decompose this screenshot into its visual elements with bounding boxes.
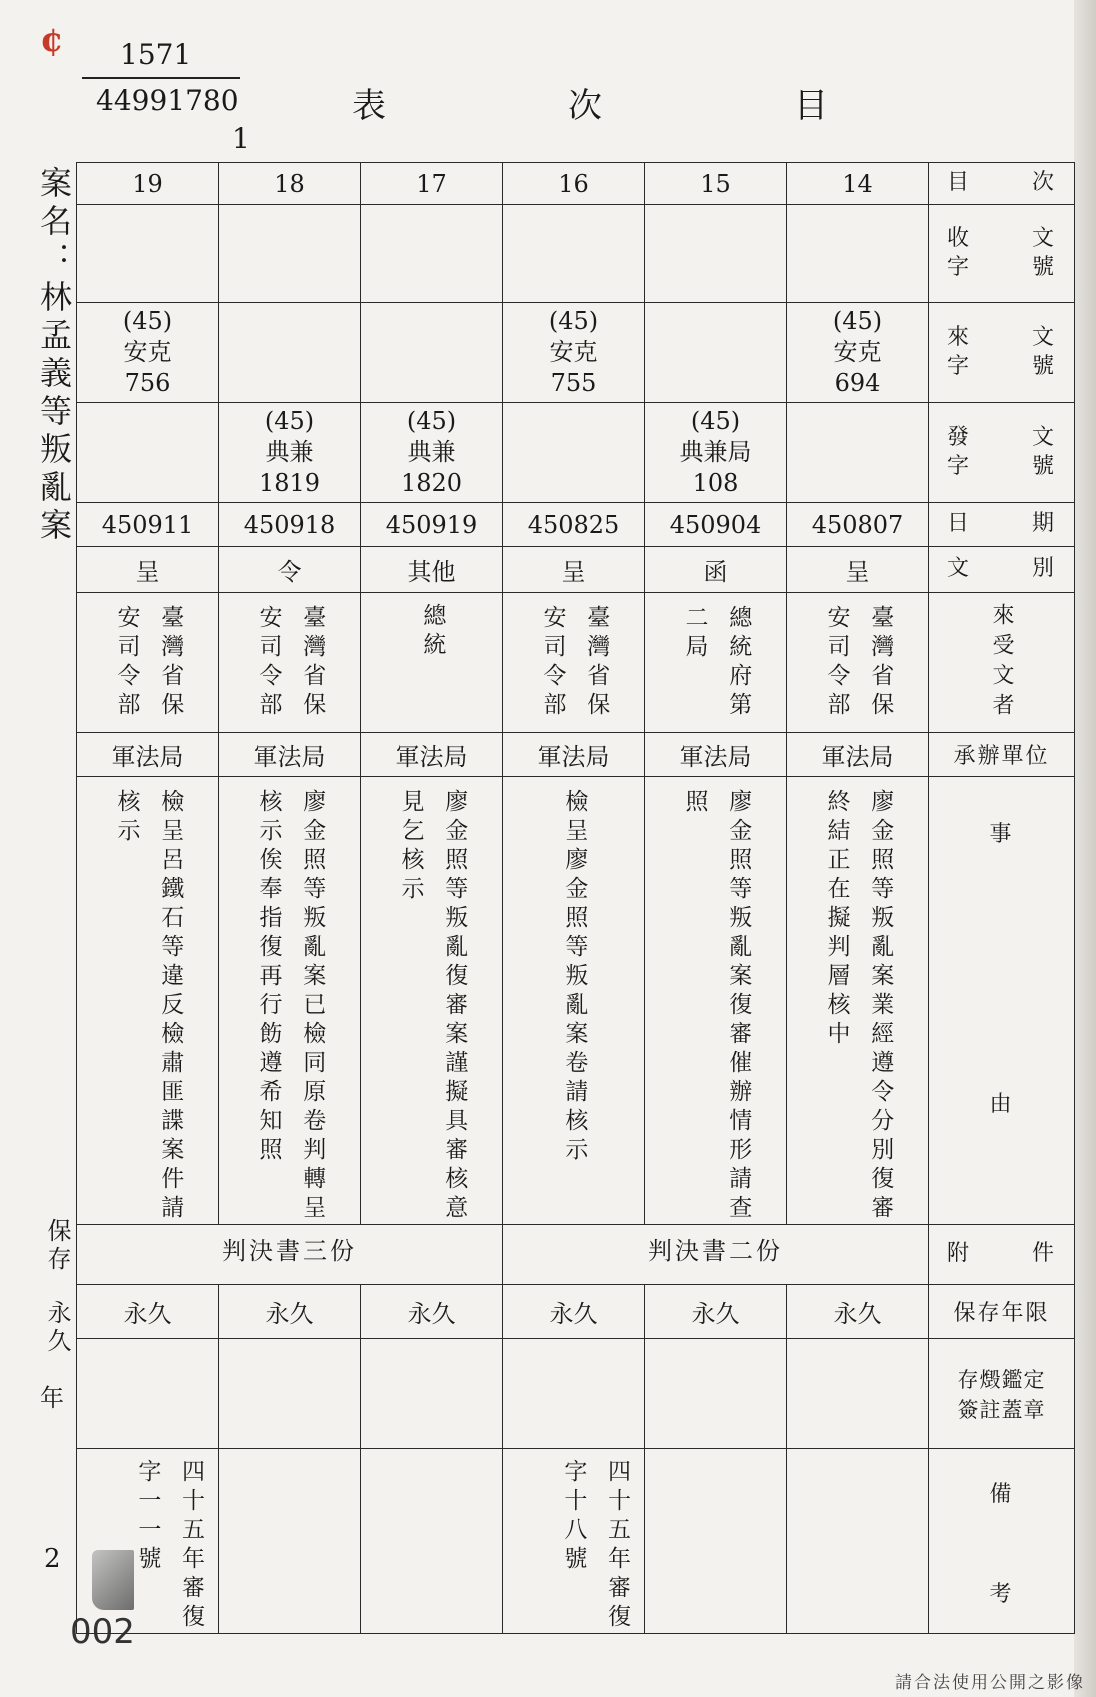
- from-to-17: 總統: [361, 593, 503, 733]
- unit-19: 軍法局: [77, 733, 219, 777]
- remarks-19: 四十五年審復 字一一號: [77, 1449, 219, 1634]
- row-remarks: [77, 1449, 1075, 1634]
- from-to-19: 臺灣省保 安司令部: [77, 593, 219, 733]
- label-doc-type: 文 別: [929, 547, 1075, 593]
- label-recv-no: 收 文 字 號: [929, 205, 1075, 303]
- label-from-no: 來 文 字 號: [929, 303, 1075, 403]
- from-to-15: 總統府第 二局: [645, 593, 787, 733]
- remarks-18: [219, 1449, 361, 1634]
- remarks-15: [645, 1449, 787, 1634]
- row-stamp: [77, 1339, 1075, 1449]
- send-no-19: [77, 403, 219, 503]
- seq-17: 17: [361, 163, 503, 205]
- from-no-17: [361, 303, 503, 403]
- recv-no-14: [787, 205, 929, 303]
- sub-number: 1: [232, 122, 250, 155]
- label-attachment: 附 件: [929, 1225, 1075, 1285]
- recv-no-18: [219, 205, 361, 303]
- doc-type-14: 呈: [787, 547, 929, 593]
- retention-19: 永久: [77, 1285, 219, 1339]
- doc-type-18: 令: [219, 547, 361, 593]
- doc-type-15: 函: [645, 547, 787, 593]
- retention-15: 永久: [645, 1285, 787, 1339]
- row-subject: [77, 777, 1075, 1225]
- subject-17: 廖金照等叛亂復審案謹擬具審核意 見乞核示: [361, 777, 503, 1225]
- doc-type-17: 其他: [361, 547, 503, 593]
- stamp-14: [787, 1339, 929, 1449]
- case-name: 案名：林孟義等叛亂案: [35, 166, 73, 546]
- date-16: 450825: [503, 503, 645, 547]
- send-no-15: (45) 典兼局 108: [645, 403, 787, 503]
- page-number: 2: [44, 1544, 61, 1574]
- recv-no-17: [361, 205, 503, 303]
- unit-18: 軍法局: [219, 733, 361, 777]
- row-unit: [77, 733, 1075, 777]
- remarks-14: [787, 1449, 929, 1634]
- seq-19: 19: [77, 163, 219, 205]
- row-doc-type: [77, 547, 1075, 593]
- archive-numerator: 1571: [120, 38, 192, 71]
- date-17: 450919: [361, 503, 503, 547]
- doc-type-19: 呈: [77, 547, 219, 593]
- from-no-16: (45) 安克 755: [503, 303, 645, 403]
- from-to-16: 臺灣省保 安司令部: [503, 593, 645, 733]
- date-15: 450904: [645, 503, 787, 547]
- page-edge: [1074, 0, 1096, 1697]
- recv-no-15: [645, 205, 787, 303]
- subject-16: 檢呈廖金照等叛亂案卷請核示: [503, 777, 645, 1225]
- unit-15: 軍法局: [645, 733, 787, 777]
- row-send-no: [77, 403, 1075, 503]
- from-no-15: [645, 303, 787, 403]
- index-table: [76, 162, 1075, 1634]
- stamp-18: [219, 1339, 361, 1449]
- label-unit: 承辦單位: [929, 733, 1075, 777]
- subject-19: 檢呈呂鐵石等違反檢肅匪諜案件請 核示: [77, 777, 219, 1225]
- stamp-17: [361, 1339, 503, 1449]
- row-recv-no: [77, 205, 1075, 303]
- seq-14: 14: [787, 163, 929, 205]
- row-seq: [77, 163, 1075, 205]
- send-no-16: [503, 403, 645, 503]
- send-no-18: (45) 典兼 1819: [219, 403, 361, 503]
- check-mark: ¢: [40, 20, 64, 60]
- date-18: 450918: [219, 503, 361, 547]
- fraction-line: [82, 77, 240, 79]
- recv-no-19: [77, 205, 219, 303]
- retention-17: 永久: [361, 1285, 503, 1339]
- from-to-14: 臺灣省保 安司令部: [787, 593, 929, 733]
- date-14: 450807: [787, 503, 929, 547]
- watermark: 請合法使用公開之影像: [895, 1673, 1085, 1693]
- retention-16: 永久: [503, 1285, 645, 1339]
- attachment-16: 判決書二份: [503, 1225, 929, 1285]
- title-char-1: 表: [352, 86, 390, 126]
- subject-14: 廖金照等叛亂案業經遵令分別復審 終結正在擬判層核中: [787, 777, 929, 1225]
- send-no-17: (45) 典兼 1820: [361, 403, 503, 503]
- label-subject: 事 由: [929, 777, 1075, 1225]
- subject-15: 廖金照等叛亂案復審催辦情形請查 照: [645, 777, 787, 1225]
- title-char-3: 目: [794, 86, 832, 126]
- stamp-15: [645, 1339, 787, 1449]
- label-retention: 保存年限: [929, 1285, 1075, 1339]
- archive-denominator: 44991780: [96, 84, 239, 117]
- row-retention: [77, 1285, 1075, 1339]
- from-to-18: 臺灣省保 安司令部: [219, 593, 361, 733]
- retention-14: 永久: [787, 1285, 929, 1339]
- stamp-19: [77, 1339, 219, 1449]
- row-date: [77, 503, 1075, 547]
- remarks-16: 四十五年審復 字十八號: [503, 1449, 645, 1634]
- row-attachment: [77, 1225, 1075, 1285]
- unit-14: 軍法局: [787, 733, 929, 777]
- footer-code: 002: [70, 1612, 135, 1652]
- label-from-to: 來受文者: [929, 593, 1075, 733]
- row-from-no: [77, 303, 1075, 403]
- unit-17: 軍法局: [361, 733, 503, 777]
- seq-15: 15: [645, 163, 787, 205]
- seq-18: 18: [219, 163, 361, 205]
- label-stamp: 存燬鑑定 簽註蓋章: [929, 1339, 1075, 1449]
- label-date: 日 期: [929, 503, 1075, 547]
- year-char: 年: [40, 1384, 64, 1412]
- doc-type-16: 呈: [503, 547, 645, 593]
- label-remarks: 備 考: [929, 1449, 1075, 1634]
- retention-years: 永久: [43, 1300, 71, 1356]
- date-19: 450911: [77, 503, 219, 547]
- subject-18: 廖金照等叛亂案已檢同原卷判轉呈 核示俟奉指復再行飭遵希知照: [219, 777, 361, 1225]
- from-no-19: (45) 安克 756: [77, 303, 219, 403]
- stamp-16: [503, 1339, 645, 1449]
- retention-label: 保存: [43, 1218, 71, 1274]
- remarks-17: [361, 1449, 503, 1634]
- recv-no-16: [503, 205, 645, 303]
- attachment-19: 判決書三份: [77, 1225, 503, 1285]
- send-no-14: [787, 403, 929, 503]
- retention-18: 永久: [219, 1285, 361, 1339]
- seq-16: 16: [503, 163, 645, 205]
- label-send-no: 發 文 字 號: [929, 403, 1075, 503]
- title-char-2: 次: [568, 86, 606, 126]
- row-from-to: [77, 593, 1075, 733]
- unit-16: 軍法局: [503, 733, 645, 777]
- from-no-14: (45) 安克 694: [787, 303, 929, 403]
- from-no-18: [219, 303, 361, 403]
- label-seq: 目 次: [929, 163, 1075, 205]
